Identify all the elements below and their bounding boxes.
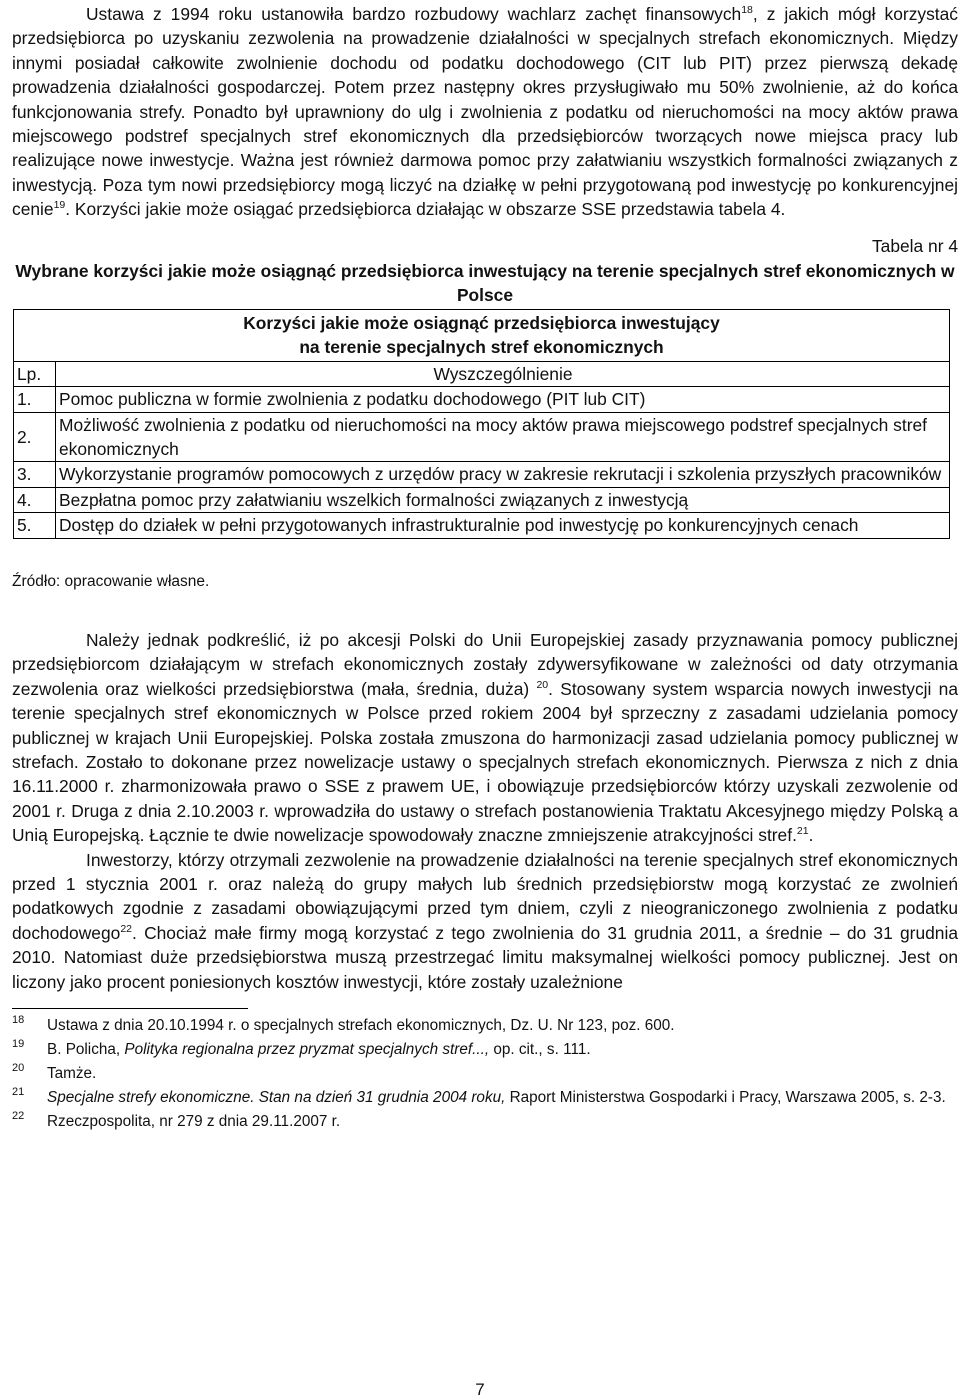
table-column-header-row — [14, 361, 950, 386]
row-number: 5. — [14, 513, 56, 538]
row-description: Możliwość zwolnienia z podatku od nieruchomości na mocy aktów prawa miejscowego podstref specjalnych stref ekonomicznych — [56, 412, 950, 462]
row-number: 3. — [14, 462, 56, 487]
text-run: . — [808, 825, 814, 846]
footnote-text: Rzeczpospolita, nr 279 z dnia 29.11.2007 r. — [47, 1113, 341, 1131]
table-row — [14, 412, 950, 462]
footnote-number: 19 — [12, 1038, 25, 1051]
footnote-italic: Polityka regionalna przez pryzmat specjalnych stref..., — [124, 1041, 490, 1059]
footnote-ref-20: 20 — [536, 678, 549, 691]
footnote — [12, 1063, 958, 1084]
table-row — [14, 513, 950, 538]
table-row — [14, 387, 950, 412]
document-page — [12, 2, 958, 1135]
table-row — [14, 462, 950, 487]
row-number: 1. — [14, 387, 56, 412]
table-number: Tabela nr 4 — [871, 235, 958, 256]
footnote-ref-18: 18 — [741, 4, 753, 16]
row-description: Pomoc publiczna w formie zwolnienia z podatku dochodowego (PIT lub CIT) — [56, 387, 950, 412]
footnote — [12, 1039, 958, 1060]
table-header-row — [14, 309, 950, 361]
paragraph-eu-accession — [12, 628, 958, 848]
column-header-description: Wyszczególnienie — [56, 361, 950, 386]
benefits-table — [13, 309, 950, 539]
table-row — [14, 487, 950, 512]
text-run: Inwestorzy, którzy otrzymali zezwolenie na prowadzenie działalności na terenie specjalnych stref ekonomicznych przed 1 stycznia 2001 r. oraz należą do grupy małych lub średnich przedsiębiorstw mogą korzystać ze zwolnień podatkowych zgodnie z zasadami obowiązującymi przed tym dniem, czyli z nieograniczonego zwolnienia z podatku dochodowego — [12, 849, 958, 943]
footnote-ref-22: 22 — [120, 922, 132, 935]
table-header-line: na terenie specjalnych stref ekonomicznych — [299, 337, 664, 358]
row-description: Wykorzystanie programów pomocowych z urzędów pracy w zakresie rekrutacji i szkolenia przyszłych pracowników — [56, 462, 950, 487]
footnote-ref-19: 19 — [53, 199, 66, 212]
footnote-number: 22 — [12, 1110, 25, 1123]
footnotes — [12, 1008, 958, 1132]
text-run: . Stosowany system wsparcia nowych inwestycji na terenie specjalnych stref ekonomicznych w Polsce przed rokiem 2004 był sprzeczny z zasadami udzielania pomocy publicznej w krajach Unii Europejskiej. Polska została zmuszona do harmonizacji zasad udzielania pomocy publicznej w strefach. Zostało to dokonane przez nowelizacje ustawy o specjalnych strefach ekonomicznych. Pierwsza z nich z dnia 16.11.2000 r. zharmonizowała prawo o SSE z prawem UE, i obowiązuje przedsiębiorców którzy uzyskali zezwolenie od 2001 r. Druga z dnia 2.10.2003 r. wprowadziła do ustawy o strefach postanowienia Traktatu Akcesyjnego między Polską a Unią Europejską. Łącznie te dwie nowelizacje spowodowały znaczne zmniejszenie atrakcyjności stref. — [12, 678, 958, 846]
footnote-ref-21: 21 — [796, 825, 809, 838]
footnote — [12, 1111, 958, 1132]
footnote-text: Tamże. — [47, 1065, 97, 1083]
table-source: Źródło: opracowanie własne. — [12, 572, 210, 590]
paragraph-investors — [12, 848, 958, 994]
footnote-number: 18 — [12, 1014, 25, 1027]
footnote-text: Raport Ministerstwa Gospodarki i Pracy, Warszawa 2005, s. 2-3. — [505, 1089, 946, 1107]
footnote-separator — [12, 1008, 248, 1009]
footnote-text: op. cit., s. 111. — [489, 1041, 591, 1059]
column-header-lp: Lp. — [14, 361, 56, 386]
footnote — [12, 1015, 958, 1036]
text-run: Ustawa z 1994 roku ustanowiła bardzo rozbudowy wachlarz zachęt finansowych — [86, 4, 742, 24]
footnote-text: Ustawa z dnia 20.10.1994 r. o specjalnych strefach ekonomicznych, Dz. U. Nr 123, poz. 600. — [47, 1017, 675, 1035]
page-number: 7 — [475, 1380, 485, 1399]
row-description: Dostęp do działek w pełni przygotowanych infrastrukturalnie pod inwestycję po konkurencyjnych cenach — [56, 513, 950, 538]
row-number: 4. — [14, 487, 56, 512]
footnote-number: 21 — [12, 1086, 25, 1099]
table-header-cell — [14, 309, 950, 361]
footnote-number: 20 — [12, 1062, 25, 1075]
text-run: Należy jednak podkreślić, iż po akcesji Polski do Unii Europejskiej zasady przyznawania pomocy publicznej przedsiębiorcom działającym w strefach ekonomicznych zostały zdywersyfikowane w zależności od daty otrzymania zezwolenia oraz wielkości przedsiębiorstwa (mała, średnia, duża) — [12, 629, 958, 699]
text-run: , z jakich mógł korzystać przedsiębiorca po uzyskaniu zezwolenia na prowadzenie działalności w specjalnych strefach ekonomicznych. Między innymi posiadał całkowite zwolnienie dochodu od podatku dochodowego (CIT lub PIT) przez pierwszą dekadę prowadzenia działalności gospodarczej. Potem przez następny okres przysługiwało mu 50% zwolnienie, aż do końca funkcjonowania strefy. Ponadto był uprawniony do ulg i zwolnienia z podatku od nieruchomości na mocy aktów prawa miejscowego podstref specjalnych stref ekonomicznych dla przedsiębiorców tworzących nowe miejsca pracy lub realizujące nowe inwestycje. Ważna jest również darmowa pomoc przy załatwianiu wszystkich formalności związanych z inwestycją. Poza tym nowi przedsiębiorcy mogą liczyć na działkę w pełni przygotowaną pod inwestycję po konkurencyjnej cenie — [12, 4, 958, 220]
table-header-line: Korzyści jakie może osiągnąć przedsiębiorca inwestujący — [243, 312, 720, 333]
paragraph-incentives — [12, 2, 958, 222]
row-number: 2. — [14, 412, 56, 462]
footnote — [12, 1087, 958, 1108]
row-description: Bezpłatna pomoc przy załatwianiu wszelkich formalności związanych z inwestycją — [56, 487, 950, 512]
text-run: . Korzyści jakie może osiągać przedsiębiorca działając w obszarze SSE przedstawia tabela 4. — [65, 199, 786, 220]
footnote-italic: Specjalne strefy ekonomiczne. Stan na dzień 31 grudnia 2004 roku, — [47, 1089, 506, 1107]
text-run: . Chociaż małe firmy mogą korzystać z tego zwolnienia do 31 grudnia 2011, a średnie – do 31 grudnia 2010. Natomiast duże przedsiębiorstwa muszą przestrzegać limitu maksymalnej wielkości pomocy publicznej. Jest on liczony jako procent poniesionych kosztów inwestycji, które zostały uzależnione — [12, 922, 958, 992]
table-title: Wybrane korzyści jakie może osiągnąć przedsiębiorca inwestujący na terenie specjalnych stref ekonomicznych w Polsce — [15, 261, 955, 306]
footnote-text: B. Policha, — [47, 1041, 125, 1059]
